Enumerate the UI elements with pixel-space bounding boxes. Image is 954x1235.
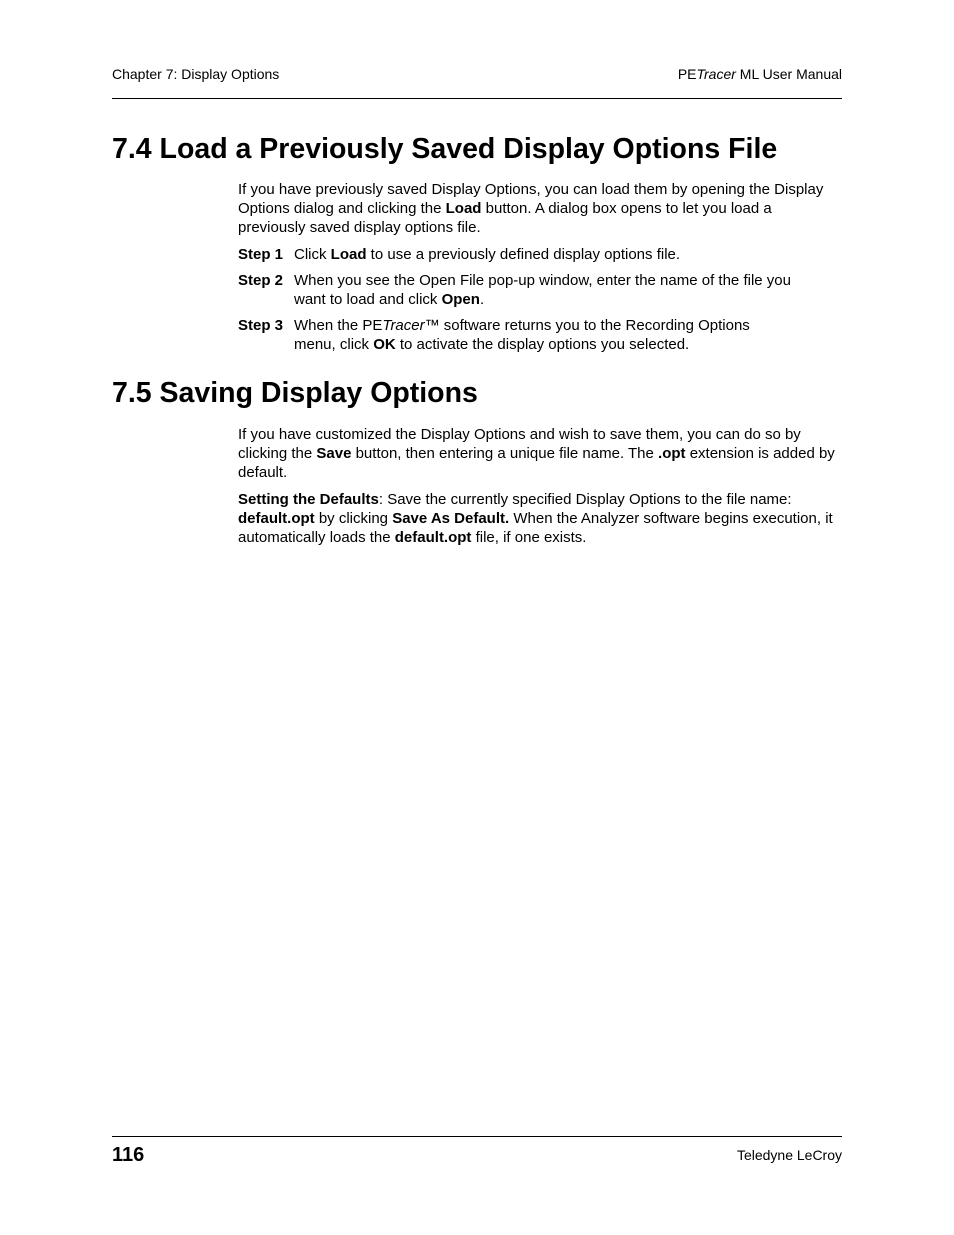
step-label: Step 2 <box>238 272 284 289</box>
section-7-5-heading: 7.5 Saving Display Options <box>112 377 478 409</box>
step-text: Click Load to use a previously defined display options file. <box>294 246 681 263</box>
step-label: Step 1 <box>238 246 284 263</box>
manual-title-prefix: PE <box>677 66 697 82</box>
step-1 <box>238 245 842 264</box>
step-3 <box>238 316 842 354</box>
step-text: When you see the Open File pop-up window, enter the name of the file you want to load and click Open. <box>294 272 791 308</box>
footer-rule <box>112 1136 842 1137</box>
section-7-4-body <box>238 180 842 361</box>
section-7-5-body <box>238 425 842 555</box>
step-label: Step 3 <box>238 317 284 334</box>
running-header-manual-title <box>678 66 842 83</box>
section-7-4-intro: If you have previously saved Display Options, you can load them by opening the Display Options dialog and clicking the Load button. A dialog box opens to let you load a previously saved display options file. <box>238 181 824 236</box>
step-2 <box>238 271 842 309</box>
header-rule <box>112 98 842 99</box>
manual-title-suffix: ML User Manual <box>735 66 842 82</box>
step-text: When the PETracer™ software returns you to the Recording Options menu, click OK to activate the display options you selected. <box>294 317 750 353</box>
section-7-5-paragraph-2: Setting the Defaults: Save the currently specified Display Options to the file name: default.opt by clicking Save As Default. When the Analyzer software begins execution, it automatically loads the default.opt file, if one exists. <box>238 491 833 546</box>
running-header-chapter: Chapter 7: Display Options <box>112 66 280 82</box>
manual-title-italic: Tracer <box>696 66 736 82</box>
page-number: 116 <box>112 1144 145 1166</box>
section-7-4-heading: 7.4 Load a Previously Saved Display Options File <box>112 133 778 165</box>
footer-company: Teledyne LeCroy <box>736 1147 842 1163</box>
section-7-5-paragraph-1: If you have customized the Display Options and wish to save them, you can do so by clicking the Save button, then entering a unique file name. The .opt extension is added by default. <box>238 426 835 481</box>
